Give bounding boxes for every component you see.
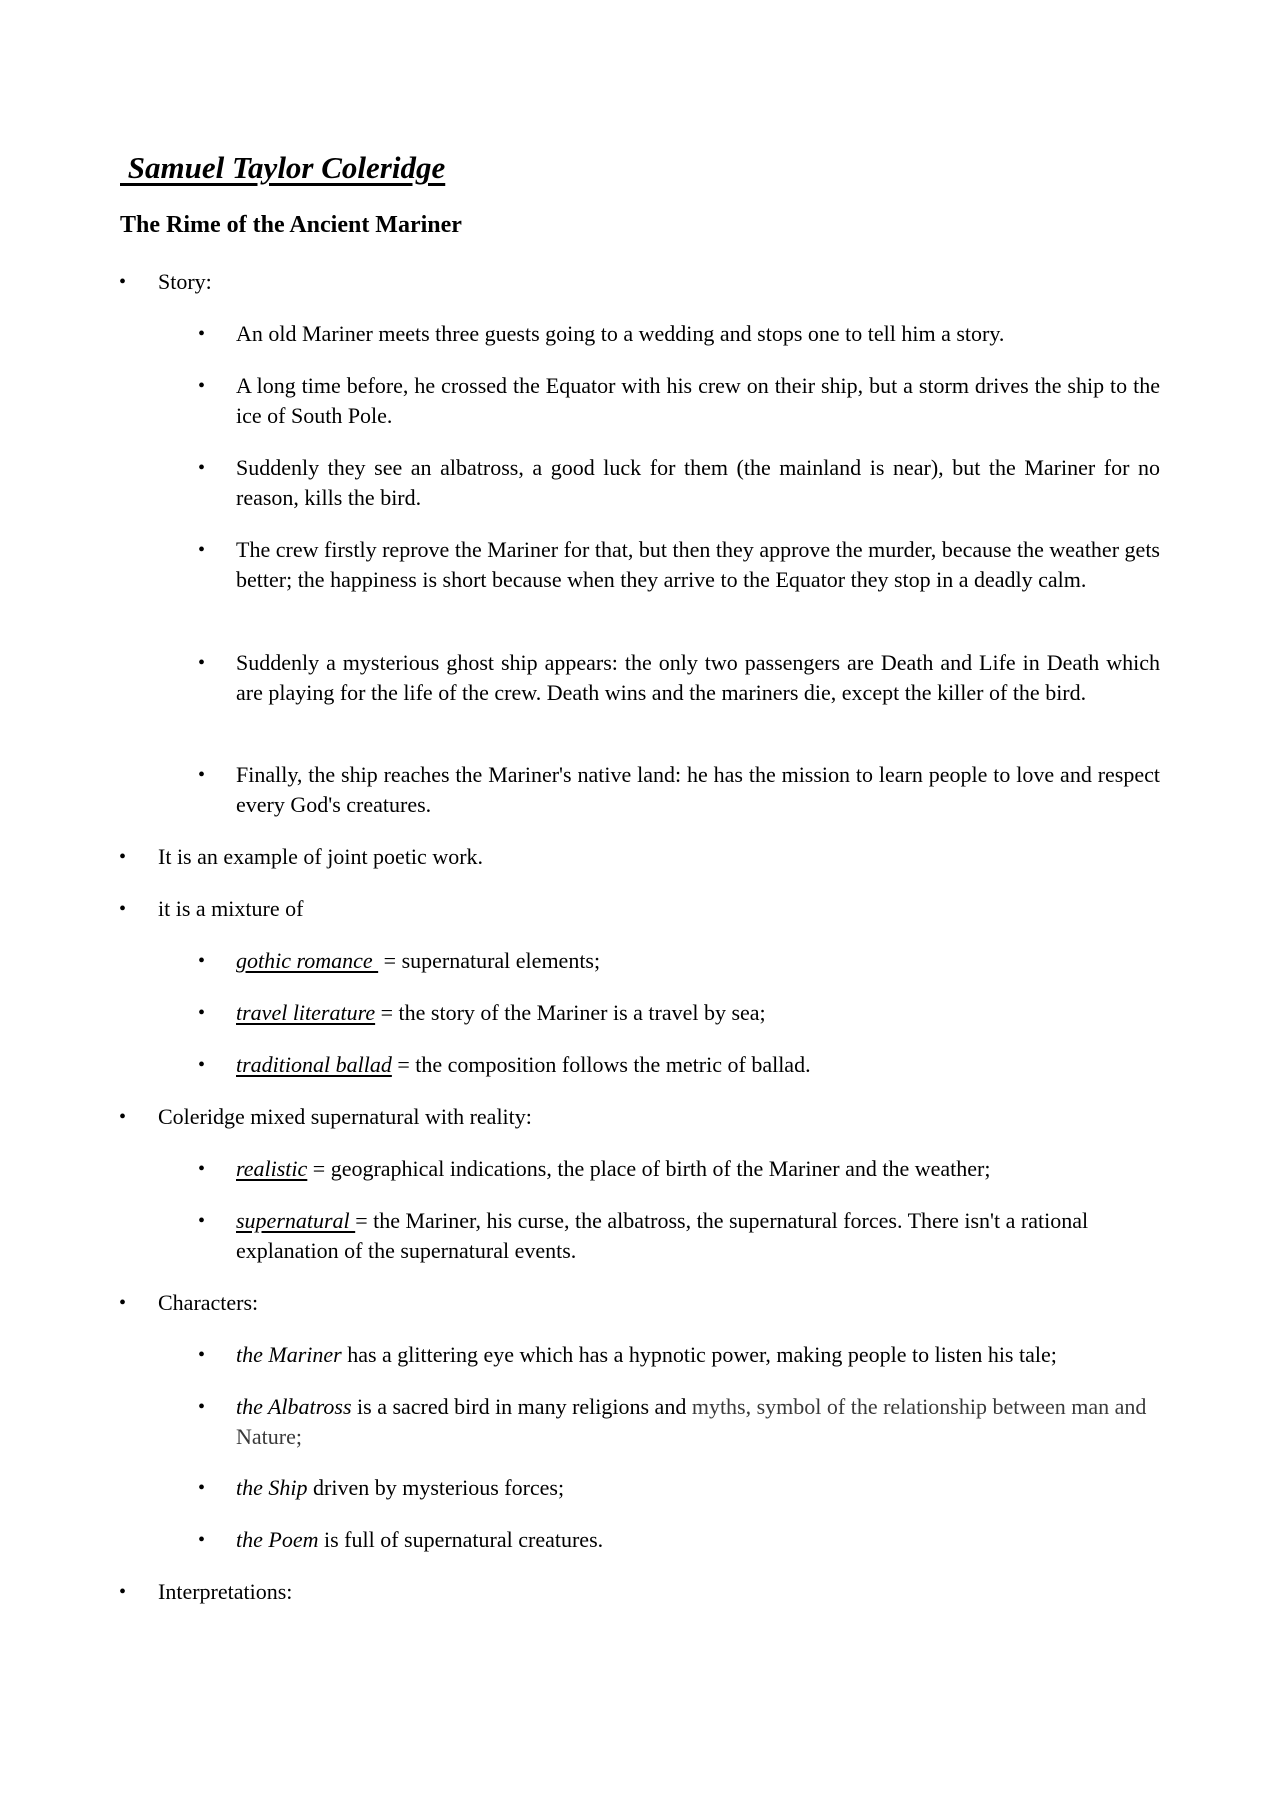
mixed-description: = the Mariner, his curse, the albatross, the supernatural forces. There isn't a rational explanation of the supernatural events. [236, 1208, 1089, 1263]
section-label-mixed: Coleridge mixed supernatural with reality: [158, 1104, 532, 1129]
bullet-symbol: • [198, 1158, 206, 1180]
mixed-term: supernatural [236, 1208, 356, 1233]
character-name: the Poem [236, 1527, 319, 1552]
genre-term: traditional ballad [236, 1052, 392, 1077]
mixture-item [236, 998, 1160, 1028]
character-description: is full of supernatural creatures. [318, 1527, 604, 1552]
mixed-description: = geographical indications, the place of birth of the Mariner and the weather; [307, 1156, 991, 1181]
bullet-symbol: • [198, 652, 206, 674]
author-heading: Samuel Taylor Coleridge [120, 150, 446, 185]
character-item [236, 1473, 1160, 1503]
bullet-symbol: • [198, 323, 206, 345]
story-item: Suddenly they see an albatross, a good luck for them (the mainland is near), but the Mariner for no reason, kills the bird. [236, 455, 1160, 510]
section-label-story: Story: [158, 269, 212, 294]
bullet-symbol: • [198, 1054, 206, 1076]
bullet-symbol: • [119, 1106, 127, 1128]
character-description: has a glittering eye which has a hypnotic power, making people to listen his tale; [341, 1342, 1057, 1367]
character-description: is a sacred bird in many religions and [351, 1394, 687, 1419]
character-name: the Albatross [236, 1394, 352, 1419]
bullet-symbol: • [198, 1477, 206, 1499]
bullet-symbol: • [198, 764, 206, 786]
bullet-symbol: • [119, 898, 127, 920]
bullet-symbol: • [198, 1344, 206, 1366]
work-title: The Rime of the Ancient Mariner [120, 212, 462, 238]
bullet-symbol: • [198, 375, 206, 397]
genre-description: = supernatural elements; [378, 948, 601, 973]
story-item: The crew firstly reprove the Mariner for that, but then they approve the murder, because the weather gets better; the happiness is short because when they arrive to the Equator they stop in a deadly calm. [236, 537, 1160, 592]
joint-work-text: It is an example of joint poetic work. [158, 844, 484, 869]
story-item: Finally, the ship reaches the Mariner's native land: he has the mission to learn people to love and respect every God's creatures. [236, 762, 1160, 817]
section-label-interpretations: Interpretations: [158, 1579, 293, 1604]
mixture-item [236, 946, 1160, 976]
section-label-mixture: it is a mixture of [158, 896, 304, 921]
mixed-item [236, 1206, 1160, 1266]
story-item: A long time before, he crossed the Equator with his crew on their ship, but a storm drives the ship to the ice of South Pole. [236, 373, 1160, 428]
story-item: An old Mariner meets three guests going to a wedding and stops one to tell him a story. [236, 321, 1005, 346]
character-name: the Mariner [236, 1342, 342, 1367]
genre-description: = the composition follows the metric of ballad. [391, 1052, 811, 1077]
character-item [236, 1392, 1160, 1452]
character-name: the Ship [236, 1475, 308, 1500]
story-item: Suddenly a mysterious ghost ship appears: the only two passengers are Death and Life in Death which are playing for the life of the crew. Death wins and the mariners die, except the killer of the bird. [236, 650, 1160, 705]
character-item [236, 1525, 1160, 1555]
genre-term: travel literature [236, 1000, 376, 1025]
character-item [236, 1340, 1160, 1370]
bullet-symbol: • [119, 846, 127, 868]
bullet-symbol: • [119, 1292, 127, 1314]
bullet-symbol: • [198, 1529, 206, 1551]
mixed-term: realistic [236, 1156, 308, 1181]
bullet-symbol: • [198, 1396, 206, 1418]
bullet-symbol: • [198, 539, 206, 561]
genre-term: gothic romance [236, 948, 379, 973]
mixture-item [236, 1050, 1160, 1080]
bullet-symbol: • [119, 1581, 127, 1603]
genre-description: = the story of the Mariner is a travel by sea; [375, 1000, 766, 1025]
bullet-symbol: • [198, 457, 206, 479]
bullet-symbol: • [198, 1002, 206, 1024]
bullet-symbol: • [198, 950, 206, 972]
character-description: driven by mysterious forces; [307, 1475, 565, 1500]
character-description-continued: myths, symbol of the relationship between man and Nature; [236, 1394, 1147, 1449]
bullet-symbol: • [119, 271, 127, 293]
mixed-item [236, 1154, 1160, 1184]
bullet-symbol: • [198, 1210, 206, 1232]
section-label-characters: Characters: [158, 1290, 259, 1315]
